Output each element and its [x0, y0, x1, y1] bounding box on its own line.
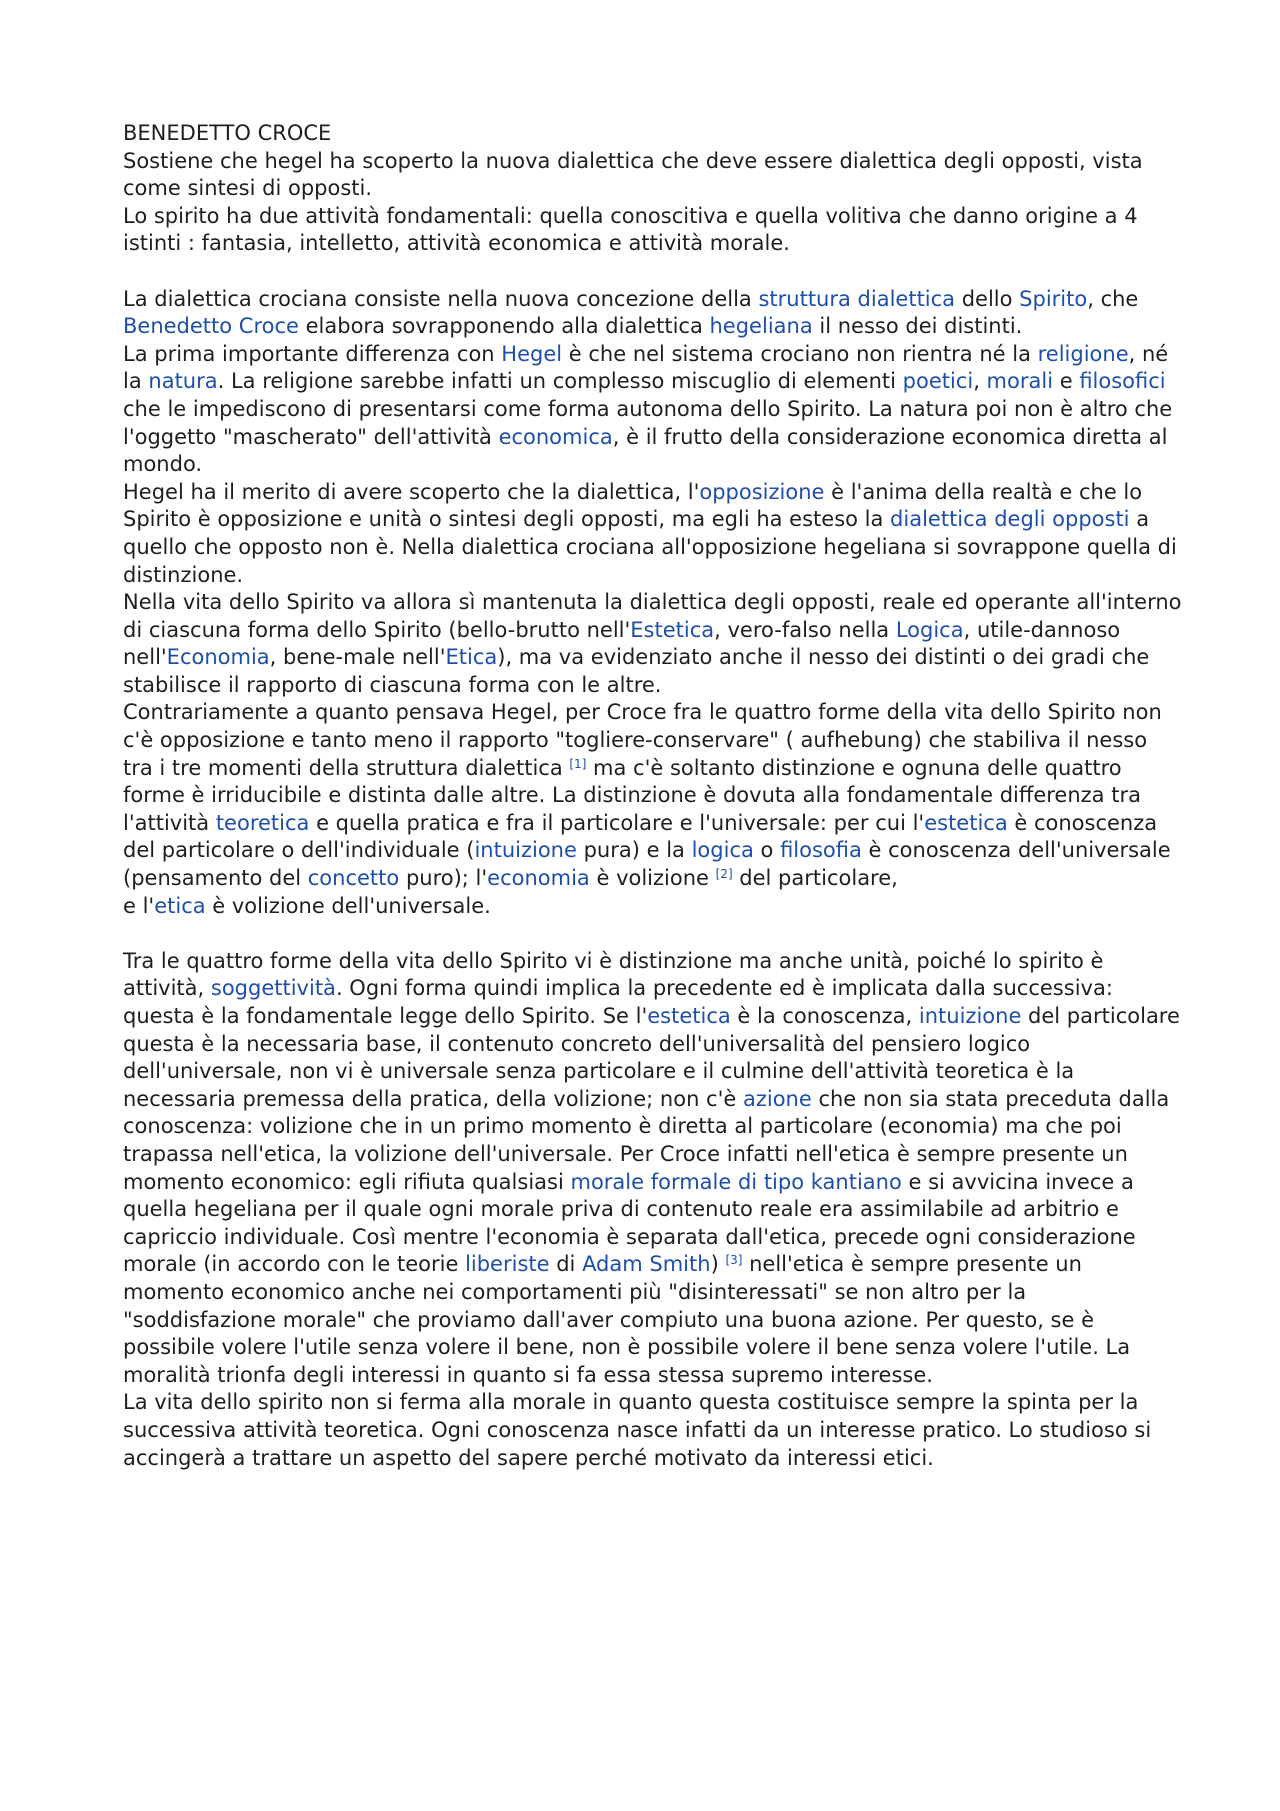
text-run: ,: [973, 369, 987, 394]
paragraph-spacer: [123, 258, 1183, 286]
text-run: è la conoscenza,: [730, 1004, 919, 1028]
text-run: La prima importante differenza con: [123, 341, 502, 366]
wiki-link[interactable]: teoretica: [215, 810, 310, 835]
paragraph: [123, 1389, 1183, 1472]
wiki-link[interactable]: morale formale di tipo kantiano: [570, 1169, 902, 1194]
text-run: è che nel sistema crociano non rientra né la: [562, 341, 1038, 366]
text-run: ma c'è soltanto distinzione e ognuna delle quattro forme è irriducibile e distinta dalle altre. La distinzione è dovuta alla fondamentale differenza tra l'attività: [123, 755, 1141, 835]
wiki-link[interactable]: Adam Smith: [582, 1252, 711, 1277]
text-run: che non sia stata preceduta dalla conoscenza: volizione che in un primo momento è diretta al particolare (economia) ma che poi trapassa nell'etica, la volizione dell'universale. Per Croce infatti nell'etica è sempre presente un momento economico: egli rifiuta qualsiasi: [123, 1086, 1170, 1194]
wiki-link[interactable]: Economia: [166, 645, 270, 670]
wiki-link[interactable]: Benedetto Croce: [123, 314, 299, 339]
text-run: di: [549, 1252, 583, 1277]
text-run: e l': [123, 893, 155, 918]
wiki-link[interactable]: poetici: [902, 369, 974, 394]
wiki-link[interactable]: logica: [691, 838, 754, 863]
text-run: Tra le quattro forme della vita dello Spirito vi è distinzione ma anche unità, poiché lo spirito è attività,: [123, 948, 1104, 1001]
wiki-link[interactable]: etica: [154, 893, 206, 918]
text-run: è l'anima della realtà e che lo Spirito è opposizione e unità o sintesi degli opposti, ma egli ha esteso la: [123, 479, 1143, 532]
wiki-link[interactable]: azione: [742, 1086, 812, 1111]
text-run: è volizione dell'universale.: [205, 893, 491, 918]
text-run: nell'etica è sempre presente un momento economico anche nei comportamenti più "disinteressati" se non altro per la "soddisfazione morale" che proviamo dall'aver compiuto una buona azione. Per questo, se è possibile volere l'utile senza volere il bene, non è possibile volere il bene senza volere l'utile. La moralità trionfa degli interessi in quanto si fa essa stessa supremo interesse.: [123, 1252, 1131, 1387]
wiki-link[interactable]: dialettica degli opposti: [890, 507, 1130, 532]
text-run: Sostiene che hegel ha scoperto la nuova dialettica che deve essere dialettica degli opposti, vista come sintesi di opposti.: [123, 148, 1143, 201]
text-run: , che: [1087, 286, 1139, 311]
text-run: . La religione sarebbe infatti un complesso miscuglio di elementi: [217, 369, 903, 394]
text-run: , bene-male nell': [269, 645, 446, 670]
wiki-link[interactable]: opposizione: [699, 479, 825, 504]
text-run: pura) e la: [576, 838, 692, 863]
text-run: Contrariamente a quanto pensava Hegel, per Croce fra le quattro forme della vita dello Spirito non c'è opposizione e tanto meno il rapporto "togliere-conservare" ( aufhebung) che stabiliva il nesso tra i tre momenti della struttura dialettica: [123, 700, 1162, 780]
paragraph: [123, 286, 1183, 341]
footnote-ref[interactable]: [2]: [715, 867, 733, 882]
wiki-link[interactable]: estetica: [924, 810, 1008, 835]
wiki-link[interactable]: natura: [148, 369, 218, 394]
wiki-link[interactable]: Etica: [445, 645, 498, 670]
paragraph: [123, 148, 1183, 203]
wiki-link[interactable]: estetica: [647, 1004, 731, 1028]
text-run: a quello che opposto non è. Nella dialettica crociana all'opposizione hegeliana si sovrappone quella di distinzione.: [123, 507, 1177, 587]
wiki-link[interactable]: struttura dialettica: [758, 286, 956, 311]
paragraph: [123, 341, 1183, 479]
footnote-ref[interactable]: [3]: [725, 1253, 743, 1268]
text-run: La vita dello spirito non si ferma alla morale in quanto questa costituisce sempre la spinta per la successiva attività teoretica. Ogni conoscenza nasce infatti da un interesse pratico. Lo studioso si accingerà a trattare un aspetto del sapere perché motivato da interessi etici.: [123, 1390, 1152, 1470]
paragraph-spacer: [123, 920, 1183, 948]
text-run: il nesso dei distinti.: [812, 314, 1023, 339]
wiki-link[interactable]: Estetica: [630, 617, 715, 642]
wiki-link[interactable]: intuizione: [474, 838, 577, 863]
text-run: , vero-falso nella: [714, 617, 896, 642]
wiki-link[interactable]: Spirito: [1019, 286, 1088, 311]
wiki-link[interactable]: intuizione: [918, 1004, 1022, 1028]
wiki-link[interactable]: religione: [1037, 341, 1129, 366]
text-run: e: [1053, 369, 1080, 394]
wiki-link[interactable]: economia: [487, 866, 590, 891]
text-run: del particolare questa è la necessaria base, il contenuto concreto dell'universalità del pensiero logico dell'universale, non vi è universale senza particolare e il culmine dell'attività teoretica è la necessaria premessa della pratica, della volizione; non c'è: [123, 1004, 1180, 1111]
text-run: è conoscenza del particolare o dell'individuale (: [123, 810, 1158, 863]
document-body: [123, 120, 1183, 1472]
wiki-link[interactable]: filosofici: [1079, 369, 1166, 394]
text-run: , utile-dannoso nell': [123, 617, 1121, 670]
text-run: è volizione: [589, 866, 716, 891]
wiki-link[interactable]: concetto: [307, 866, 400, 891]
text-run: elabora sovrapponendo alla dialettica: [298, 314, 710, 339]
wiki-link[interactable]: liberiste: [465, 1252, 550, 1277]
footnote-ref[interactable]: [1]: [569, 756, 587, 771]
paragraph: [123, 699, 1183, 920]
text-run: . Ogni forma quindi implica la precedente ed è implicata dalla successiva: questa è la fondamentale legge dello Spirito. Se l': [123, 976, 1113, 1028]
wiki-link[interactable]: hegeliana: [709, 314, 813, 339]
text-run: del particolare,: [732, 866, 898, 891]
text-run: Nella vita dello Spirito va allora sì mantenuta la dialettica degli opposti, reale ed operante all'interno di ciascuna forma dello Spirito (bello-brutto nell': [123, 590, 1182, 642]
text-run: Hegel ha il merito di avere scoperto che la dialettica, l': [123, 479, 700, 504]
wiki-link[interactable]: Hegel: [501, 341, 563, 366]
text-run: ): [710, 1252, 726, 1277]
wiki-link[interactable]: economica: [498, 424, 613, 449]
paragraph: [123, 589, 1183, 699]
text-run: e quella pratica e fra il particolare e l'universale: per cui l': [309, 810, 925, 835]
text-run: e si avvicina invece a quella hegeliana per il quale ogni morale priva di contenuto reale era assimilabile ad arbitrio e capriccio individuale. Così mentre l'economia è separata dall'etica, precede ogni considerazione morale (in accordo con le teorie: [123, 1169, 1136, 1277]
text-run: o: [753, 838, 781, 863]
text-run: Lo spirito ha due attività fondamentali: quella conoscitiva e quella volitiva che danno origine a 4 istinti : fantasia, intelletto, attività economica e attività morale.: [123, 203, 1138, 256]
document-title: BENEDETTO CROCE: [123, 121, 332, 145]
paragraph: [123, 203, 1183, 258]
paragraph: [123, 948, 1183, 1390]
wiki-link[interactable]: morali: [986, 369, 1054, 394]
paragraph: [123, 479, 1183, 589]
text-run: è conoscenza dell'universale (pensamento del: [123, 838, 1171, 891]
text-run: ), ma va evidenziato anche il nesso dei distinti o dei gradi che stabilisce il rapporto di ciascuna forma con le altre.: [123, 645, 1150, 697]
wiki-link[interactable]: soggettività: [210, 976, 336, 1001]
text-run: , è il frutto della considerazione economica diretta al mondo.: [123, 424, 1168, 477]
text-run: puro); l': [399, 866, 488, 891]
wiki-link[interactable]: filosofia: [780, 838, 862, 863]
wiki-link[interactable]: Logica: [895, 617, 964, 642]
text-run: , né la: [123, 341, 1169, 394]
text-run: che le impediscono di presentarsi come forma autonoma dello Spirito. La natura poi non è altro che l'oggetto "mascherato" dell'attività: [123, 396, 1173, 449]
text-run: La dialettica crociana consiste nella nuova concezione della: [123, 286, 759, 311]
text-run: dello: [955, 286, 1020, 311]
